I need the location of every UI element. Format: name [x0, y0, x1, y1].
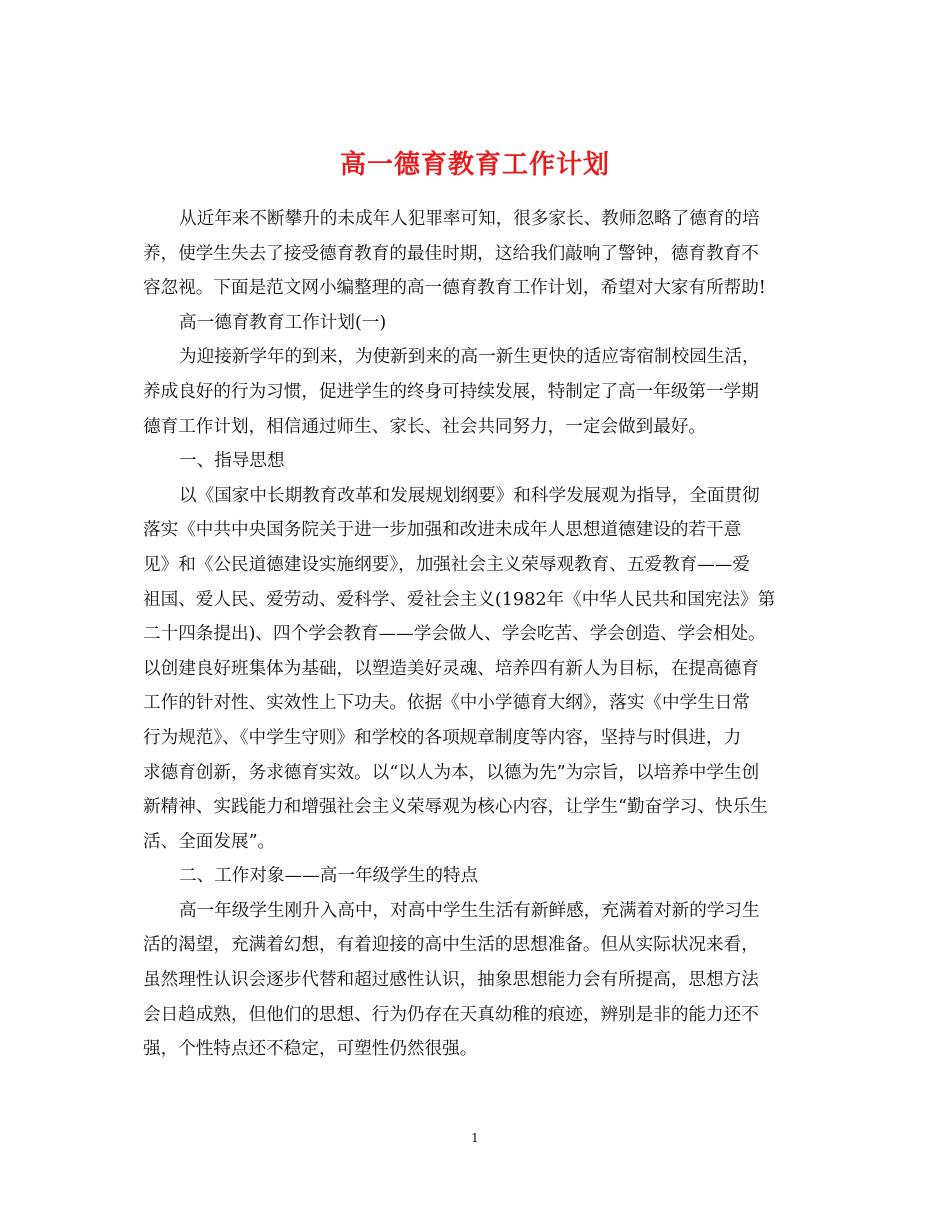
text-line: 活、全面发展”。	[143, 831, 276, 852]
text-line: 容忽视。下面是范文网小编整理的高一德育教育工作计划，希望对大家有所帮助!	[143, 278, 766, 299]
text-line: 活的渴望，充满着幻想，有着迎接的高中生活的思想准备。但从实际状况来看，	[143, 935, 759, 956]
document-body	[143, 202, 809, 1067]
text-line: 为迎接新学年的到来，为使新到来的高一新生更快的适应寄宿制校园生活，	[179, 347, 760, 368]
section-heading-work-target	[143, 859, 809, 894]
paragraph-student-traits	[143, 894, 809, 1067]
text-line: 祖国、爱人民、爱劳动、爱科学、爱社会主义(1982年《中华人民共和国宪法》第	[143, 589, 776, 610]
text-line: 从近年来不断攀升的未成年人犯罪率可知，很多家长、教师忽略了德育的培	[179, 209, 760, 229]
text-line: 高一德育教育工作计划(一)	[179, 312, 387, 333]
text-line: 求德育创新，务求德育实效。以“以人为本，以德为先”为宗旨，以培养中学生创	[143, 762, 760, 783]
text-line: 强，个性特点还不稳定，可塑性仍然很强。	[143, 1039, 478, 1060]
text-line: 落实《中共中央国务院关于进一步加强和改进未成年人思想道德建设的若干意	[143, 520, 742, 541]
text-line: 以创建良好班集体为基础，以塑造美好灵魂、培养四有新人为目标，在提高德育	[143, 658, 759, 679]
text-line: 工作的针对性、实效性上下功夫。依据《中小学德育大纲》，落实《中学生日常	[143, 693, 750, 714]
text-line: 德育工作计划，相信通过师生、家长、社会共同努力，一定会做到最好。	[143, 416, 707, 437]
text-line: 以《国家中长期教育改革和发展规划纲要》和科学发展观为指导，全面贯彻	[179, 485, 760, 506]
text-line: 高一年级学生刚升入高中，对高中学生生活有新鲜感，充满着对新的学习生	[179, 900, 760, 921]
text-line: 行为规范》、《中学生守则》和学校的各项规章制度等内容，坚持与时俱进，力	[143, 727, 742, 748]
page-number: 1	[471, 1131, 479, 1145]
text-line: 养，使学生失去了接受德育教育的最佳时期，这给我们敲响了警钟，德育教育不	[143, 243, 759, 264]
text-line: 虽然理性认识会逐步代替和超过感性认识，抽象思想能力会有所提高，思想方法	[143, 970, 759, 991]
section-heading-guiding-ideology	[143, 444, 809, 479]
text-line: 二十四条提出)、四个学会教育——学会做人、学会吃苦、学会创造、学会相处。	[143, 624, 766, 645]
text-line: 二、工作对象——高一年级学生的特点	[179, 866, 479, 887]
paragraph-guiding-ideology	[143, 479, 809, 860]
text-line: 养成良好的行为习惯，促进学生的终身可持续发展，特制定了高一年级第一学期	[143, 381, 759, 402]
document-title: 高一德育教育工作计划	[339, 150, 610, 181]
paragraph-intro	[143, 202, 809, 306]
text-line: 新精神、实践能力和增强社会主义荣辱观为核心内容，让学生“勤奋学习、快乐生	[143, 797, 768, 818]
section-heading-plan-one	[143, 306, 809, 341]
text-line: 会日趋成熟，但他们的思想、行为仍存在天真幼稚的痕迹，辨别是非的能力还不	[143, 1004, 759, 1025]
text-line: 见》和《公民道德建设实施纲要》，加强社会主义荣辱观教育、五爱教育——爱	[143, 554, 750, 575]
text-line: 一、指导思想	[179, 451, 285, 472]
paragraph-plan-intro	[143, 340, 809, 444]
